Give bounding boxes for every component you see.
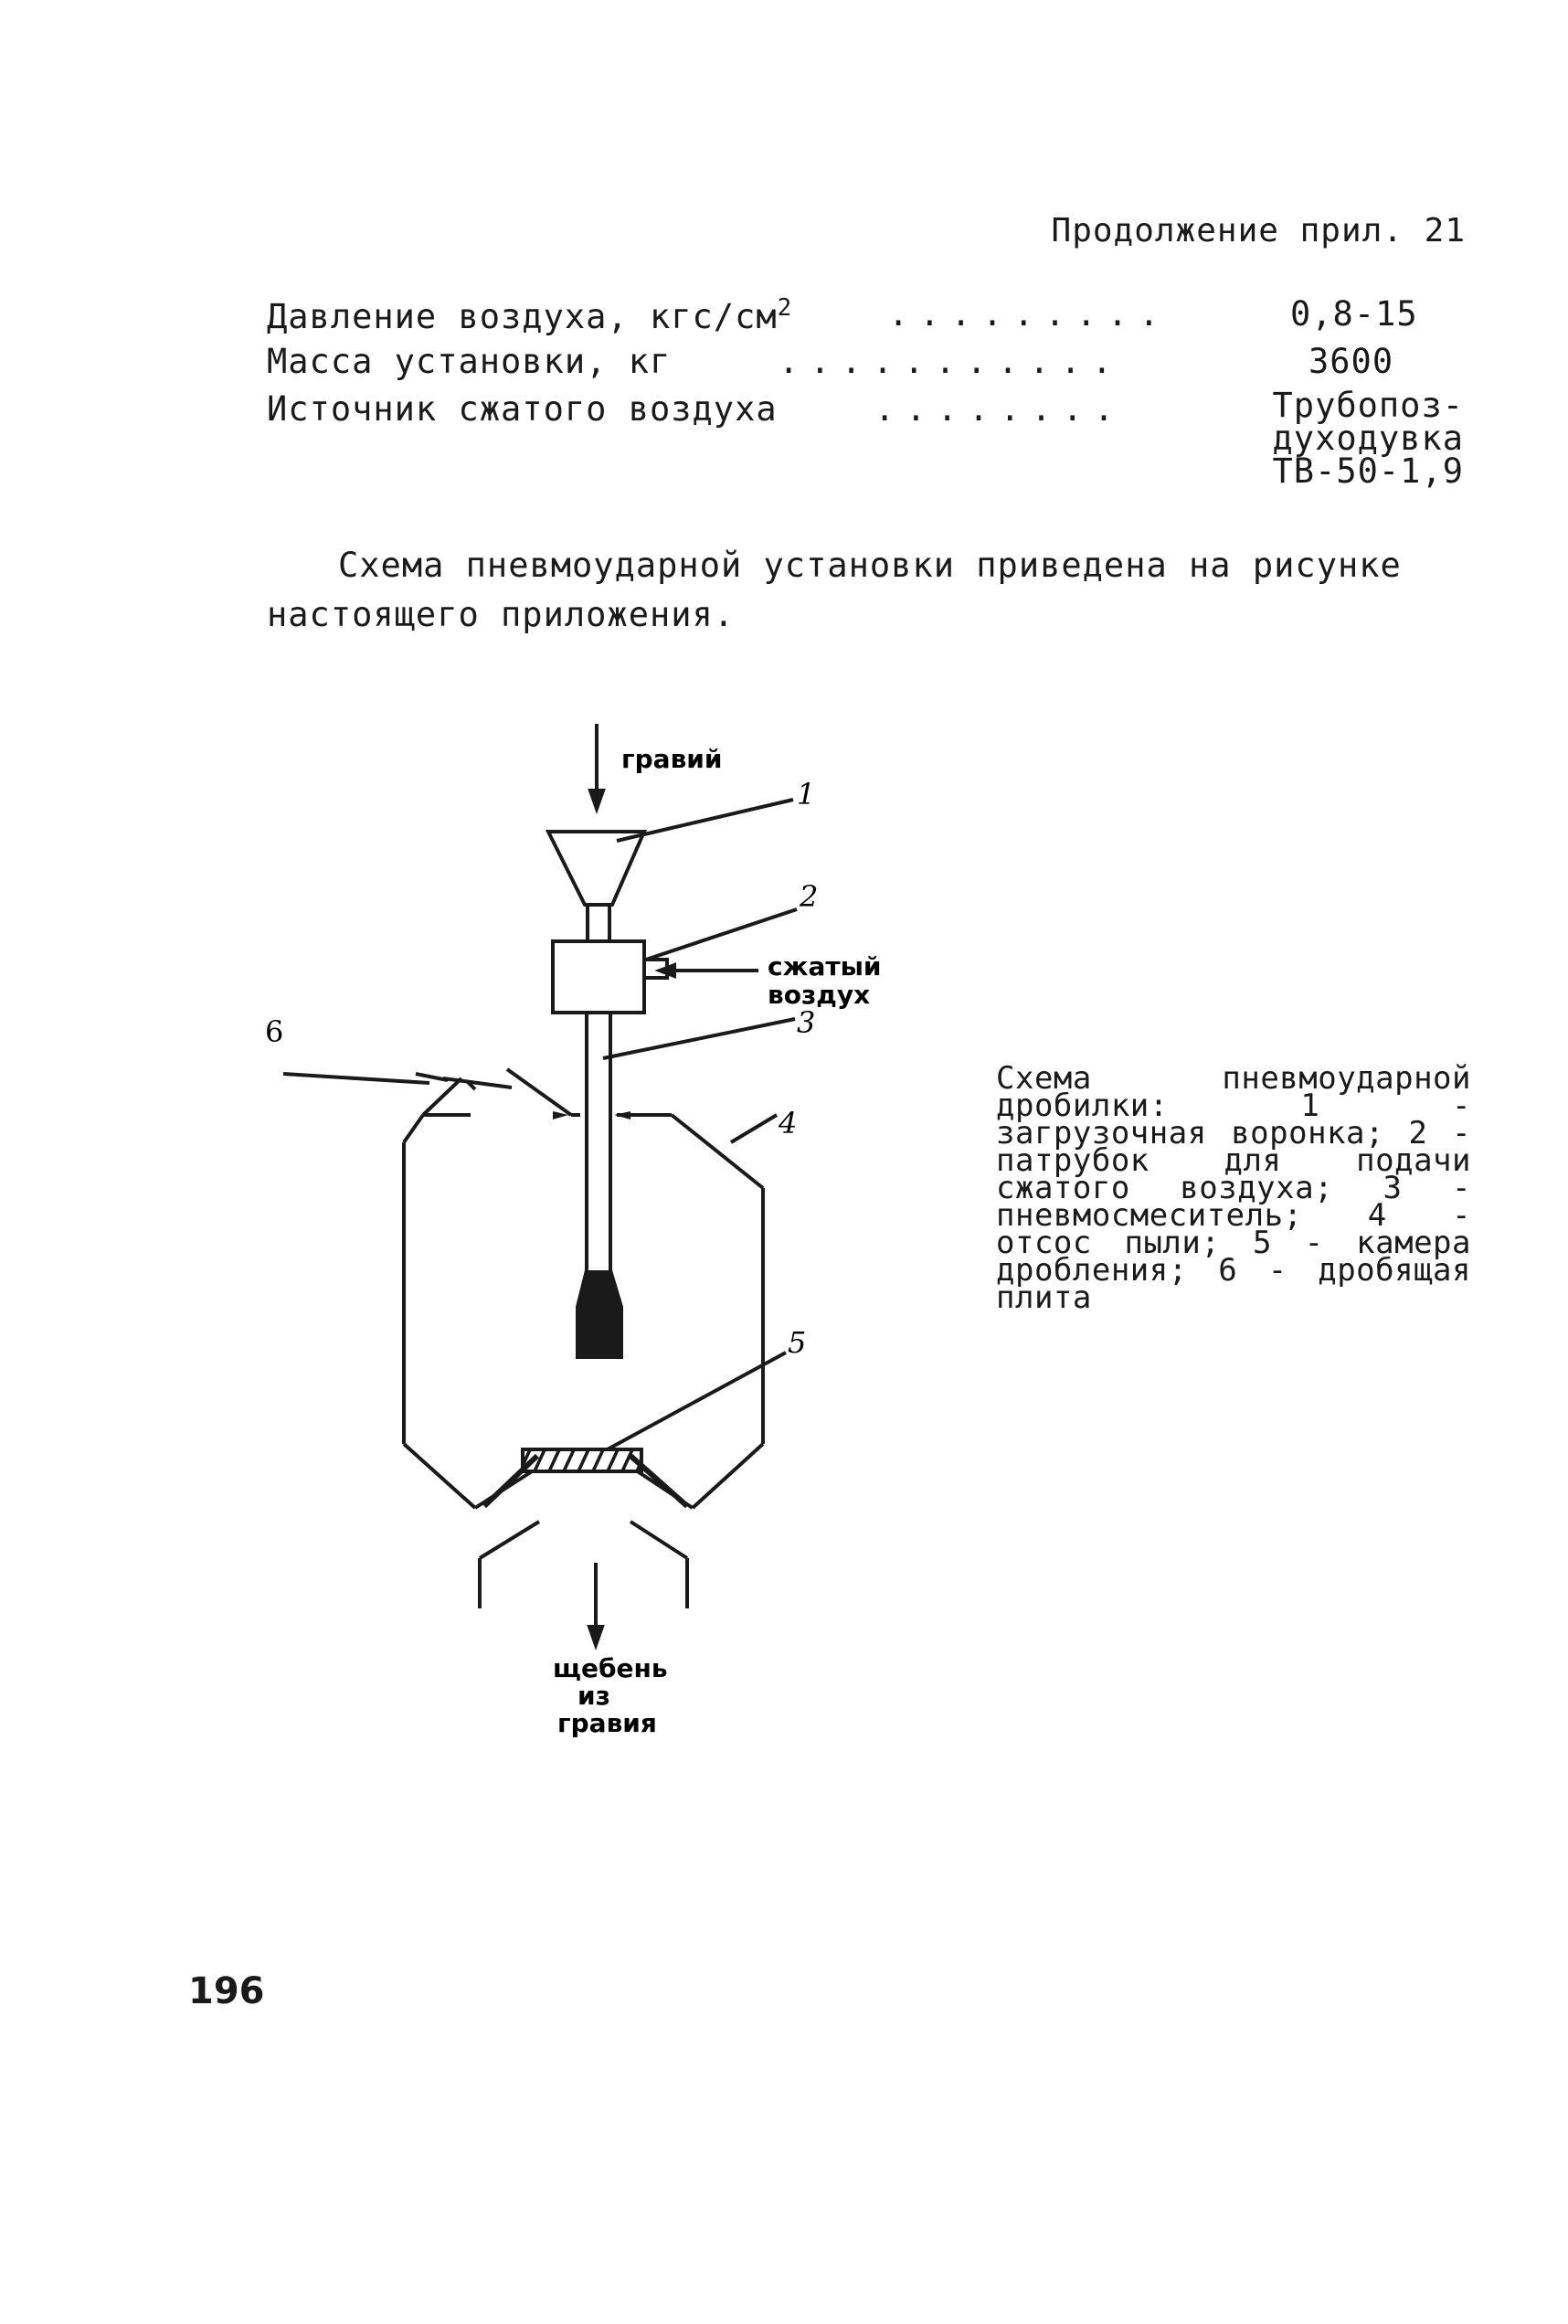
leader-dots: ...........: [779, 342, 1124, 381]
figure-caption: Схема пневмоударной дробилки: 1 - загрузочная воронка; 2 - патрубок для подачи сжатого воздуха; 3 - пневмосмеситель; 4 - отсос пыли; 5 - камера дробления; 6 - дробящая плита: [996, 1060, 1471, 1316]
leader-dots: ........: [874, 389, 1126, 429]
leader-dots: .........: [888, 294, 1171, 334]
number-1: 1: [797, 777, 816, 812]
spec-row-pressure: [267, 294, 1473, 342]
output-label-2: из: [577, 1681, 610, 1711]
air-label-2: воздух: [768, 980, 871, 1010]
crusher-diagram: [238, 713, 969, 1746]
spec-value-air-source: Трубопоз- духодувка ТВ-50-1,9: [1272, 386, 1464, 491]
input-label: гравий: [621, 744, 723, 774]
spec-label-air-source: Источник сжатого воздуха: [267, 389, 778, 429]
output-label-1: щебень: [553, 1653, 668, 1683]
spec-label-pressure: Давление воздуха, кгс/$см^2$: [267, 294, 793, 336]
number-6: 6: [265, 1014, 284, 1049]
number-3: 3: [797, 1005, 816, 1040]
air-nozzle-box: [553, 941, 644, 1013]
page-number: 196: [188, 1970, 265, 2012]
number-5: 5: [788, 1325, 807, 1360]
spec-label-mass: Масса установки, кг: [267, 342, 672, 381]
number-4: 4: [779, 1106, 798, 1141]
number-2: 2: [800, 879, 819, 914]
output-label-3: гравия: [557, 1708, 657, 1738]
spec-row-air-source: [267, 386, 1473, 491]
air-label-1: сжатый: [768, 951, 882, 982]
continuation-header: Продолжение прил. 21: [1051, 212, 1466, 249]
spec-value-mass: 3600: [1308, 342, 1394, 381]
spec-row-mass: [267, 342, 1473, 389]
loading-funnel: [548, 832, 644, 905]
crushing-chamber-plate: [523, 1449, 641, 1471]
spec-value-pressure: 0,8-15: [1290, 294, 1418, 334]
spec-table: [267, 294, 1473, 490]
body-paragraph: Схема пневмоударной установки приведена на рисунке настоящего приложения.: [267, 546, 1402, 634]
